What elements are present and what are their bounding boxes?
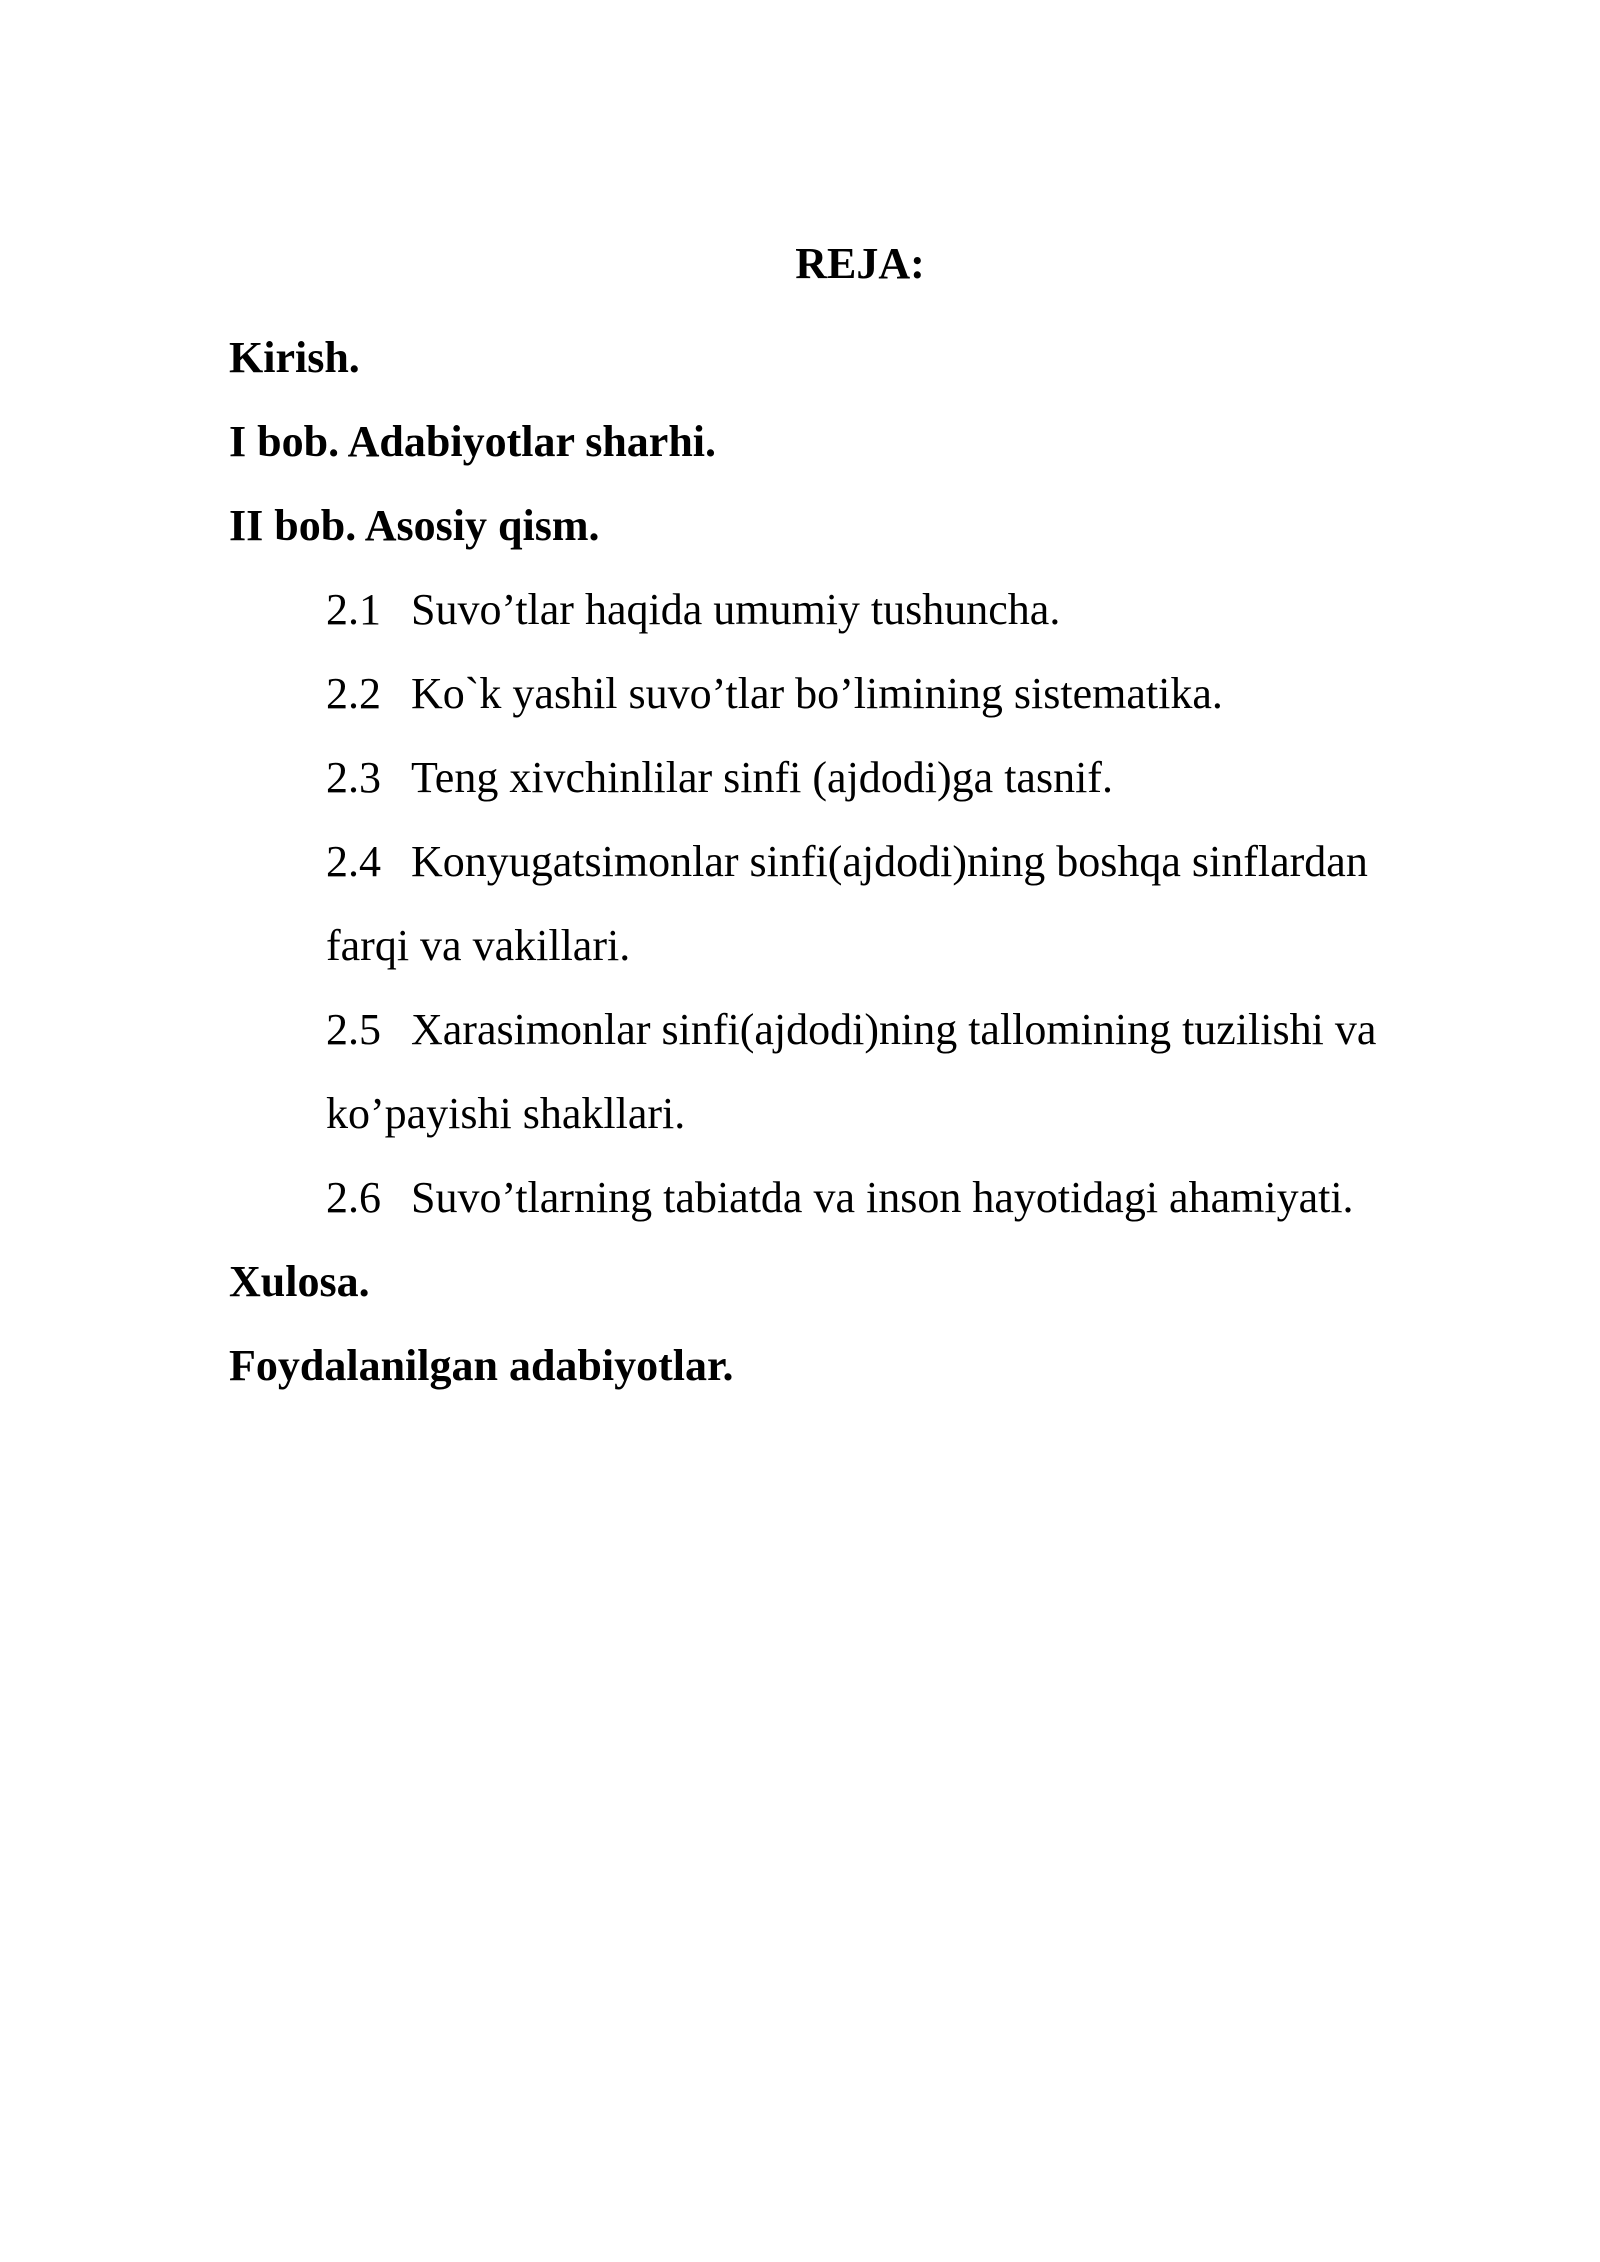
section-text: Teng xivchinlilar sinfi (ajdodi)ga tasnif. [411,753,1113,802]
section-number: 2.6 [326,1173,381,1222]
section-text: Xarasimonlar sinfi(ajdodi)ning tallomining tuzilishi va [411,1005,1377,1054]
toc-section-2-4 [229,820,1489,904]
page-title: REJA: [795,239,925,288]
toc-section-2-1 [229,568,1489,652]
toc-chapter-2: II bob. Asosiy qism. [229,501,600,550]
toc-section-2-3 [229,736,1489,820]
toc-intro: Kirish. [229,333,360,382]
section-number: 2.3 [326,753,381,802]
toc-section-2-5-continuation: ko’payishi shakllari. [326,1089,686,1138]
section-number: 2.2 [326,669,381,718]
toc-references: Foydalanilgan adabiyotlar. [229,1341,734,1390]
section-text: Suvo’tlar haqida umumiy tushuncha. [411,585,1061,634]
table-of-contents [229,316,1489,1408]
section-number: 2.1 [326,585,381,634]
section-text: Suvo’tlarning tabiatda va inson hayotidagi ahamiyati. [411,1173,1354,1222]
section-number: 2.5 [326,1005,381,1054]
toc-conclusion: Xulosa. [229,1257,370,1306]
section-text: Ko`k yashil suvo’tlar bo’limining sistematika. [411,669,1223,718]
toc-section-2-6 [229,1156,1489,1240]
toc-section-2-4-continuation: farqi va vakillari. [326,921,631,970]
toc-chapter-1: I bob. Adabiyotlar sharhi. [229,417,717,466]
section-text: Konyugatsimonlar sinfi(ajdodi)ning boshqa sinflardan [411,837,1368,886]
section-number: 2.4 [326,837,381,886]
toc-section-2-5 [229,988,1489,1072]
toc-section-2-2 [229,652,1489,736]
